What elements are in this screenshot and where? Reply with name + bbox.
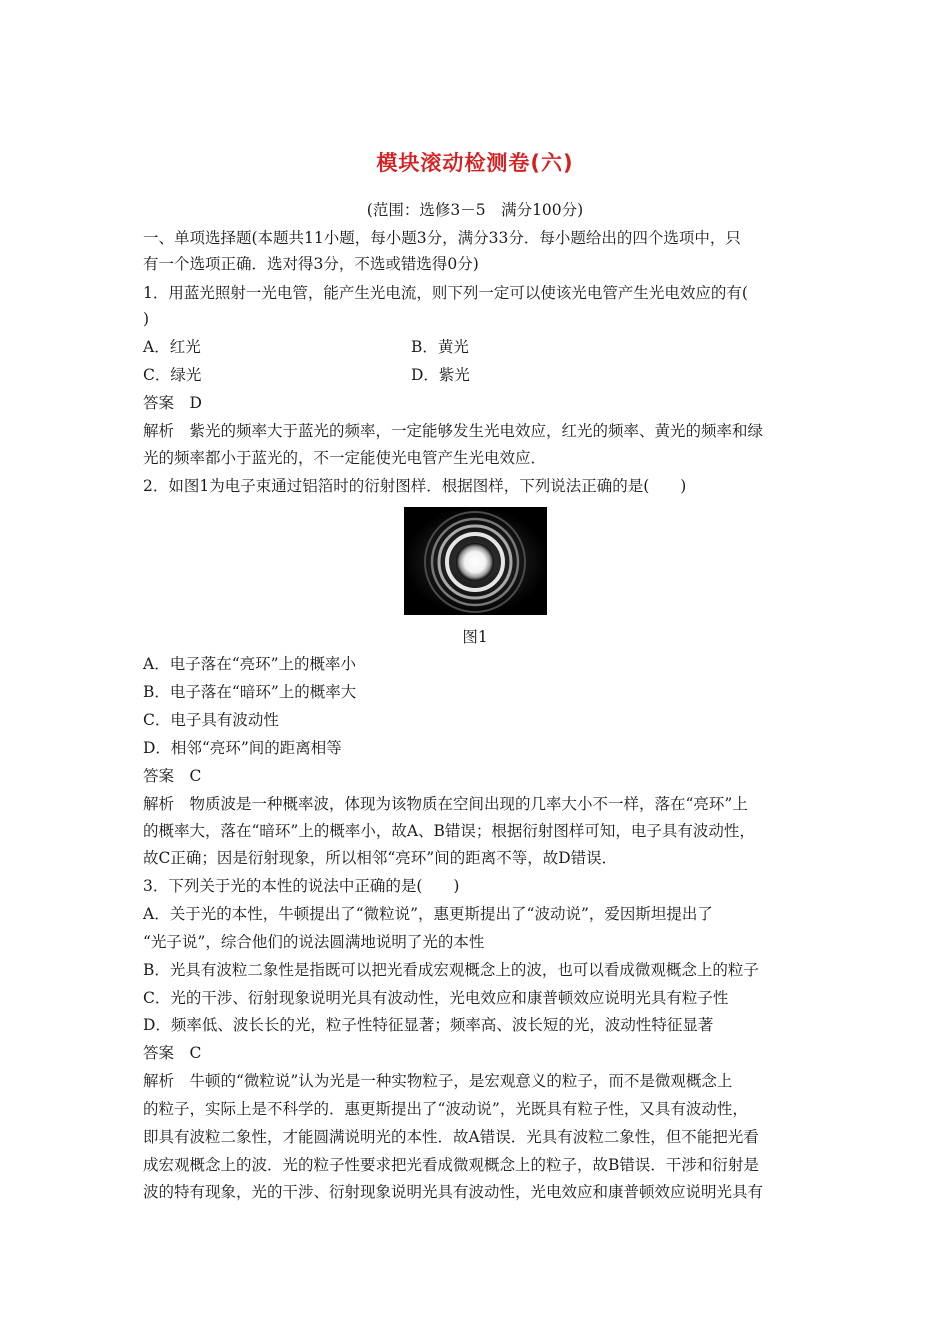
q3-option-c: C．光的干涉、衍射现象说明光具有波动性，光电效应和康普顿效应说明光具有粒子性 bbox=[143, 989, 729, 1007]
q2-analysis-line-2: 的概率大，落在“暗环”上的概率小，故A、B错误；根据衍射图样可知，电子具有波动性， bbox=[143, 822, 755, 840]
diffraction-pattern-image bbox=[404, 507, 547, 615]
q2-option-c: C．电子具有波动性 bbox=[143, 711, 279, 729]
q3-option-a-line-2: “光子说”，综合他们的说法圆满地说明了光的本性 bbox=[143, 933, 485, 951]
q2-analysis-line-3: 故C正确；因是衍射现象，所以相邻“亮环”间的距离不等，故D错误． bbox=[143, 849, 618, 867]
q1-stem-line-2: ) bbox=[143, 310, 150, 328]
q1-stem-line-1: 1．用蓝光照射一光电管，能产生光电流，则下列一定可以使该光电管产生光电效应的有( bbox=[143, 284, 748, 302]
q3-analysis-line-1: 解析 牛顿的“微粒说”认为光是一种实物粒子，是宏观意义的粒子，而不是微观概念上 bbox=[143, 1072, 733, 1090]
q2-answer: 答案 C bbox=[143, 767, 202, 785]
q2-option-a: A．电子落在“亮环”上的概率小 bbox=[143, 655, 357, 673]
q1-option-d: D．紫光 bbox=[411, 366, 470, 384]
figure-caption: 图1 bbox=[462, 628, 488, 646]
q2-analysis-line-1: 解析 物质波是一种概率波，体现为该物质在空间出现的几率大小不一样，落在“亮环”上 bbox=[143, 795, 748, 813]
q1-option-c: C．绿光 bbox=[143, 366, 202, 384]
q2-stem: 2．如图1为电子束通过铝箔时的衍射图样．根据图样，下列说法正确的是( ) bbox=[143, 477, 687, 495]
q1-analysis-line-2: 光的频率都小于蓝光的，不一定能使光电管产生光电效应． bbox=[143, 449, 547, 467]
q3-stem: 3．下列关于光的本性的说法中正确的是( ) bbox=[143, 877, 460, 895]
q1-option-b: B．黄光 bbox=[411, 338, 469, 356]
q2-option-b: B．电子落在“暗环”上的概率大 bbox=[143, 683, 357, 701]
q3-analysis-line-4: 成宏观概念上的波．光的粒子性要求把光看成微观概念上的粒子，故B错误．干涉和衍射是 bbox=[143, 1156, 759, 1174]
diffraction-rings-graphic bbox=[404, 507, 547, 615]
q3-option-a-line-1: A．关于光的本性，牛顿提出了“微粒说”，惠更斯提出了“波动说”，爱因斯坦提出了 bbox=[143, 905, 713, 923]
page-title: 模块滚动检测卷(六) bbox=[376, 151, 574, 175]
section-heading-line-2: 有一个选项正确．选对得3分，不选或错选得0分) bbox=[143, 255, 479, 273]
q3-analysis-line-5: 波的特有现象，光的干涉、衍射现象说明光具有波动性，光电效应和康普顿效应说明光具有 bbox=[143, 1183, 764, 1201]
q1-answer: 答案 D bbox=[143, 394, 202, 412]
q3-option-d: D．频率低、波长长的光，粒子性特征显著；频率高、波长短的光，波动性特征显著 bbox=[143, 1016, 714, 1034]
q1-option-a: A．红光 bbox=[143, 338, 201, 356]
q3-analysis-line-3: 即具有波粒二象性，才能圆满说明光的本性．故A错误．光具有波粒二象性，但不能把光看 bbox=[143, 1128, 759, 1146]
q3-option-b: B．光具有波粒二象性是指既可以把光看成宏观概念上的波，也可以看成微观概念上的粒子 bbox=[143, 961, 759, 979]
q3-answer: 答案 C bbox=[143, 1044, 202, 1062]
q1-analysis-line-1: 解析 紫光的频率大于蓝光的频率，一定能够发生光电效应，红光的频率、黄光的频率和绿 bbox=[143, 422, 764, 440]
section-heading-line-1: 一、单项选择题(本题共11小题，每小题3分，满分33分．每小题给出的四个选项中，只 bbox=[143, 229, 741, 247]
q2-option-d: D．相邻“亮环”间的距离相等 bbox=[143, 739, 342, 757]
q3-analysis-line-2: 的粒子，实际上是不科学的．惠更斯提出了“波动说”，光既具有粒子性，又具有波动性， bbox=[143, 1100, 748, 1118]
scope-line: (范围：选修3－5 满分100分) bbox=[366, 201, 584, 219]
